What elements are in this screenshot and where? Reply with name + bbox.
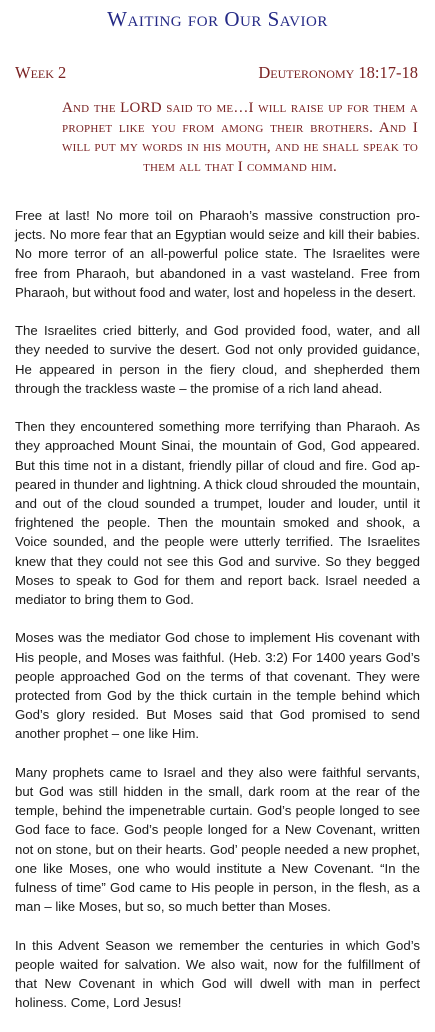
scripture-verse: And the LORD said to me…I will raise up for them a prophet like you from among their brothers. And I will put my words in his mouth, and he shall speak to them all that I command him. [62, 100, 418, 175]
paragraph-1: Free at last! No more toil on Pharaoh’s massive construction projects. No more fear that an Egyptian would seize and kill their babies. No more terror of an all-powerful police state. The Israelites were free from Pharaoh, but abandoned in a vast wasteland. Free from Pharaoh, but without food and water, lost and hopeless in the desert. [15, 208, 420, 300]
paragraph-2: The Israelites cried bitterly, and God provided food, water, and all they needed to survive the desert. God not only provided guidance, He appeared in person in the fiery cloud, and shepherded them through the trackless waste – the promise of a rich land ahead. [15, 323, 420, 396]
paragraph-4: Moses was the mediator God chose to implement His covenant with His people, and Moses was faithful. (Heb. 3:2) For 1400 years God’s people approached God on the terms of that covenant. They were protected from God by the thick curtain in the temple behind which God’s glory resided. But Moses said that God promised to send another prophet – one like Him. [15, 630, 420, 742]
body-text [15, 206, 420, 1032]
paragraph-6: In this Advent Season we remember the centuries in which God’s people waited for salvation. We also wait, now for the fulfillment of that New Covenant in which God will dwell with man in perfect holiness. Come, Lord Jesus! [15, 937, 420, 1011]
paragraph-3: Then they encountered something more terrifying than Pharaoh. As they approached Mount Sinai, the mountain of God, God appeared. But this time not in a distant, friendly pillar of cloud and fire. God appeared in thunder and lightning. A thick cloud shrouded the mountain, and out of the cloud sounded a trumpet, louder and louder, until it frightened the people. Then the mountain smoked and shook, a Voice sounded, and the people were utterly terrified. The Israelites knew that they could not see this God and survive. So they begged Moses to speak to God for them and report back. Israel needed a mediator to bring them to God. [15, 419, 420, 608]
paragraph-5: Many prophets came to Israel and they also were faithful servants, but God was still hidden in the small, dark room at the rear of the temple, behind the impenetrable curtain. God’s people longed to see God face to face. God’s people longed for a New Covenant, written not on stone, but on their hearts. God’ people needed a new prophet, one like Moses, one who would institute a New Covenant. “In the fulness of time” God came to His people in person, in the flesh, as a man – like Moses, but so, so much better than Moses. [15, 764, 420, 915]
scripture-reference: Deuteronomy 18:17-18 [258, 63, 418, 82]
week-label: Week 2 [15, 63, 67, 82]
page-title: Waiting for Our Savior [107, 7, 328, 31]
